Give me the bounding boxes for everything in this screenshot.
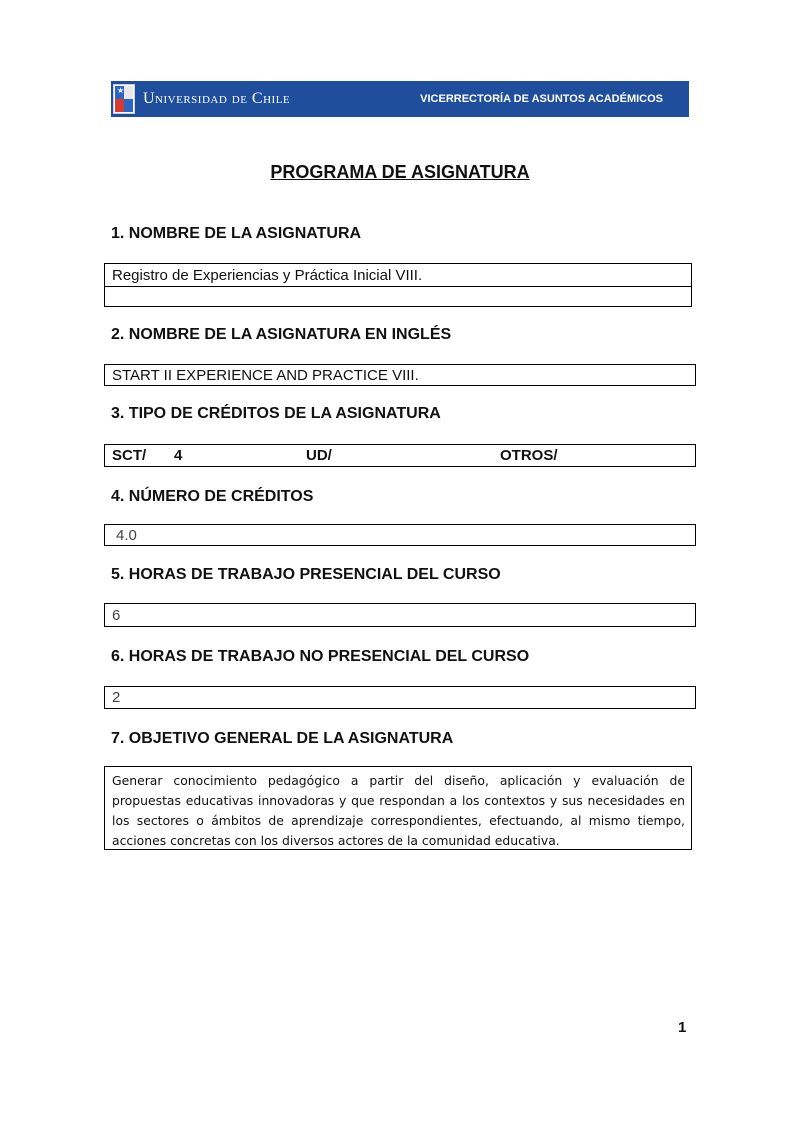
section-1-box bbox=[104, 263, 692, 307]
section-6-heading: 6. HORAS DE TRABAJO NO PRESENCIAL DEL CURSO bbox=[111, 648, 530, 665]
section-5-value: 6 bbox=[104, 603, 696, 627]
ud-label: UD/ bbox=[306, 447, 332, 464]
section-3-heading: 3. TIPO DE CRÉDITOS DE LA ASIGNATURA bbox=[111, 405, 441, 422]
header-banner bbox=[111, 81, 689, 117]
university-name: Universidad de Chile bbox=[143, 90, 291, 107]
section-5-heading: 5. HORAS DE TRABAJO PRESENCIAL DEL CURSO bbox=[111, 566, 501, 583]
section-1-empty-row bbox=[105, 287, 691, 306]
section-2-value: START II EXPERIENCE AND PRACTICE VIII. bbox=[104, 364, 696, 386]
section-6-value: 2 bbox=[104, 686, 696, 709]
university-crest-icon: ★ bbox=[113, 84, 135, 114]
section-1-value: Registro de Experiencias y Práctica Inicial VIII. bbox=[105, 264, 691, 287]
document-title: PROGRAMA DE ASIGNATURA bbox=[270, 162, 530, 182]
section-4-value: 4.0 bbox=[104, 524, 696, 546]
sct-value: 4 bbox=[174, 447, 183, 464]
section-2-heading: 2. NOMBRE DE LA ASIGNATURA EN INGLÉS bbox=[111, 326, 452, 343]
section-1-heading: 1. NOMBRE DE LA ASIGNATURA bbox=[111, 225, 362, 242]
page-number: 1 bbox=[678, 1019, 687, 1036]
section-7-heading: 7. OBJETIVO GENERAL DE LA ASIGNATURA bbox=[111, 730, 454, 747]
section-3-credits-row bbox=[104, 444, 696, 467]
section-4-heading: 4. NÚMERO DE CRÉDITOS bbox=[111, 488, 314, 505]
vice-rectorate-label: VICERRECTORÍA DE ASUNTOS ACADÉMICOS bbox=[420, 93, 663, 105]
sct-label: SCT/ bbox=[112, 447, 147, 464]
otros-label: OTROS/ bbox=[500, 447, 558, 464]
section-7-objective-text: Generar conocimiento pedagógico a partir del diseño, aplicación y evaluación de propuestas educativas innovadoras y que respondan a los contextos y sus necesidades en los sectores o ámbitos de aprendizaje correspondientes, efectuando, al mismo tiempo, acciones concretas con los diversos actores de la comunidad educativa. bbox=[104, 766, 692, 850]
